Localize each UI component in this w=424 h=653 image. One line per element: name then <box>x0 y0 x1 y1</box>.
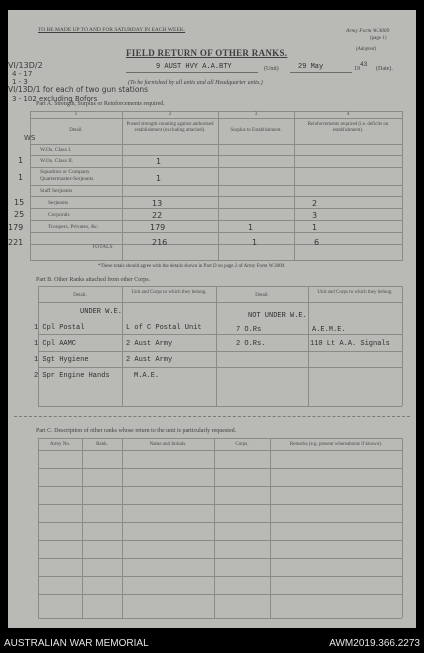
col-num-4: 4 <box>346 112 350 117</box>
adopted-label: (Adopted) <box>356 47 376 52</box>
row-label-ssgt: Staff Serjeants <box>40 188 73 194</box>
surplus-pte: 1 <box>248 223 254 232</box>
b-left-heading: UNDER W.E. <box>80 308 123 316</box>
col-header-detail: Detail. <box>69 128 83 133</box>
part-c-title: Part C. Description of other ranks whose return to the unit is particularly requested. <box>36 428 237 434</box>
col-num-1: 1 <box>74 112 78 117</box>
col-header-reinf: Reinforcements required (i.e. deficits on establishment). <box>307 122 389 133</box>
page-number: (page 1) <box>370 36 387 41</box>
col-header-surplus: Surplus to Establishment. <box>230 128 282 133</box>
b-col-detail-left: Detail. <box>73 293 87 298</box>
margin-cqms: 1 <box>18 173 24 182</box>
b-left-detail-3: 1 Sgt Hygiene <box>34 356 89 364</box>
c-col-corps: Corps. <box>235 442 249 447</box>
reinf-totals: 6 <box>314 238 320 247</box>
date-year-prefix: 19 <box>354 66 360 72</box>
b-left-unit-3: 2 Aust Army <box>126 356 173 364</box>
posted-totals: 216 <box>152 238 168 247</box>
col-header-posted: Posted strength counting against authorised establishment (excluding attached). <box>126 122 214 133</box>
top-note: TO BE MADE UP TO AND FOR SATURDAY IN EACH WEEK. <box>38 27 186 33</box>
part-a-title: Part A. Strength, Surplus or Reinforcements required. <box>36 101 165 107</box>
reinf-pte: 1 <box>312 223 318 232</box>
b-left-detail-1: 1 Cpl Postal <box>34 324 85 332</box>
posted-pte: 179 <box>150 223 166 232</box>
margin-sgt: 15 <box>14 198 25 207</box>
margin-totals: 221 <box>8 238 24 247</box>
b-right-heading: NOT UNDER W.E. <box>248 312 307 320</box>
posted-cqms: 1 <box>156 174 162 183</box>
date-year: 43 <box>360 61 368 68</box>
row-label-pte: Troopers, Privates, &c. <box>48 224 99 230</box>
date-label: (Date). <box>376 66 393 72</box>
unit-label: (Unit) <box>264 66 279 72</box>
posted-wo2: 1 <box>156 157 162 166</box>
margin-pte: 179 <box>8 223 24 232</box>
handwritten-ref1: VI/13D/2 <box>8 61 43 70</box>
b-col-detail-right: Detail. <box>255 293 269 298</box>
c-col-army-no: Army No. <box>49 442 71 447</box>
unit-value: 9 AUST HVY A.A.BTY <box>156 63 232 71</box>
b-left-unit-2: 2 Aust Army <box>126 340 173 348</box>
b-right-unit-1: A.E.M.E. <box>312 326 346 334</box>
row-label-totals: TOTALS <box>92 244 113 250</box>
b-left-detail-2: 1 Cpl AAMC <box>34 340 77 348</box>
army-form-label: Army Form W.3009 <box>346 28 390 34</box>
surplus-totals: 1 <box>252 238 258 247</box>
b-right-detail-1: 7 O.Rs <box>236 326 262 334</box>
reinf-cpl: 3 <box>312 211 318 220</box>
part-a-footnote: *These totals should agree with the details shown in Part D on page 2 of Army Form W.3009. <box>98 264 286 269</box>
b-right-detail-2: 2 O.Rs. <box>236 340 266 348</box>
footer-bar <box>4 636 420 650</box>
row-label-wo1: W.Os. Class I. <box>40 147 72 153</box>
footer-accession-number: AWM2019.366.2273 <box>329 638 420 649</box>
posted-cpl: 22 <box>152 211 163 220</box>
b-right-unit-2: 110 Lt A.A. Signals <box>310 340 390 348</box>
b-col-unit-right: Unit and Corps to which they belong. <box>317 290 393 295</box>
row-label-sgt: Serjeants <box>48 200 69 206</box>
handwritten-ref1-nums: 4 - 17 <box>12 70 33 78</box>
row-label-cpl: Corporals <box>48 212 70 218</box>
form-title: FIELD RETURN OF OTHER RANKS. <box>126 48 288 58</box>
col-num-3: 3 <box>254 112 258 117</box>
form-page <box>8 10 416 628</box>
posted-sgt: 13 <box>152 199 163 208</box>
b-left-unit-1: L of C Postal Unit <box>126 324 202 332</box>
footer-institution: AUSTRALIAN WAR MEMORIAL <box>4 638 149 649</box>
col-num-2: 2 <box>168 112 172 117</box>
c-col-name: Name and Initials. <box>149 442 187 447</box>
handwritten-ref2: VI/13D/1 for each of two gun stations <box>8 85 149 94</box>
handwritten-ref1-nums2: 1 - 3 <box>12 78 28 86</box>
margin-wo2: 1 <box>18 156 24 165</box>
reinf-sgt: 2 <box>312 199 318 208</box>
c-col-rank: Rank. <box>96 442 108 447</box>
b-left-detail-4: 2 Spr Engine Hands <box>34 372 110 380</box>
handwritten-ref2-nums: 3 - 102 excluding Bofors <box>12 95 98 103</box>
handwritten-ws: WS <box>24 134 36 142</box>
margin-cpl: 25 <box>14 210 25 219</box>
date-day-month: 29 May <box>298 63 324 71</box>
b-col-unit-left: Unit and Corps to which they belong. <box>131 290 207 295</box>
c-col-remarks: Remarks (e.g. present whereabouts if known). <box>289 442 383 447</box>
note-all-units: (To be furnished by all units and all Headquarter units.) <box>128 80 263 86</box>
b-left-unit-4: M.A.E. <box>134 372 160 380</box>
row-label-cqms: Squadron or Company Quartermaster-Serjeants <box>40 169 94 182</box>
part-b-title: Part B. Other Ranks attached from other Corps. <box>36 277 151 283</box>
row-label-wo2: W.Os. Class II. <box>40 158 74 164</box>
